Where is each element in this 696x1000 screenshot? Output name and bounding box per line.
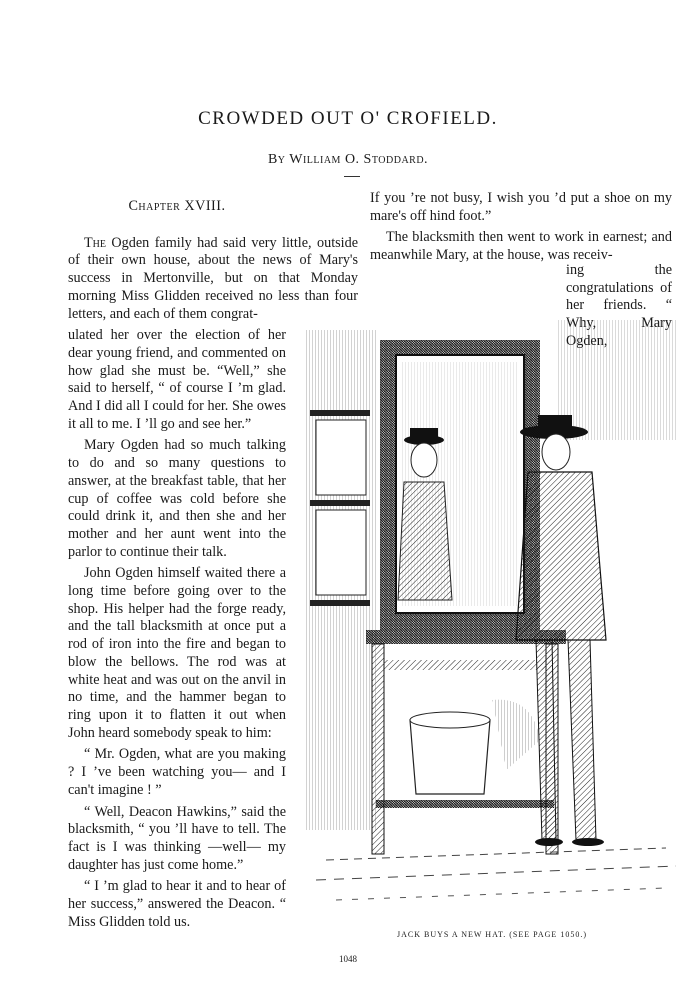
illustration-caption: JACK BUYS A NEW HAT. (SEE PAGE 1050.) xyxy=(397,930,587,939)
paragraph-2: Mary Ogden had so much talking to do and so many questions to answer, at the breakfast table, that her cup of coffee was cold before she could drink it, and then she and her mother and her aunt went into the parlor to continue their talk. xyxy=(68,437,286,560)
engraving-illustration xyxy=(306,300,678,920)
floor-lines xyxy=(316,848,676,900)
paragraph-4: “ Mr. Ogden, what are you making ? I ’ve been watching you— and I can't imagine ! ” xyxy=(68,746,286,798)
paragraph-right-1: If you ’re not busy, I wish you ’d put a shoe on my mare's off hind foot.” xyxy=(370,190,672,224)
paragraph-6: “ I ’m glad to hear it and to hear of her success,” answered the Deacon. “ Miss Glidden told us. xyxy=(68,878,286,930)
paragraph-5: “ Well, Deacon Hawkins,” said the blacksmith, “ you ’ll have to tell. The fact is I was thinking —well— my daughter has just come home.” xyxy=(68,803,286,873)
chapter-heading: Chapter XVIII. xyxy=(128,198,226,214)
paragraph-right-2: The blacksmith then went to work in earnest; and meanwhile Mary, at the house, was receiv- xyxy=(370,229,672,264)
lead-text: Ogden family had said very little, outside of their own house, about the news of Mary's success in Mertonville, but on that Monday morning Miss Glidden received no less than four letters, and each of them congrat- xyxy=(68,234,358,322)
left-column xyxy=(68,198,358,935)
lead-word: The xyxy=(84,234,106,251)
bucket xyxy=(410,700,540,794)
right-column-wrap: ing the congratulations of her friends. “ Why, Mary Ogden, xyxy=(566,262,672,349)
paragraph-1: ulated her over the election of her dear young friend, and commented on how glad she must be. “Well,” she said to herself, “ of course I ’m glad. And I did all I could for her. She owes it all to me. I ’ll go and see her.” xyxy=(68,327,286,432)
man-figure xyxy=(516,415,606,846)
author-byline: By William O. Stoddard. xyxy=(267,152,429,167)
page-number: 1048 xyxy=(339,954,357,964)
article-title: CROWDED OUT O' CROFIELD. xyxy=(198,108,498,129)
right-column xyxy=(370,190,672,269)
byline-rule xyxy=(344,176,360,177)
paragraph-3: John Ogden himself waited there a long time before going over to the shop. His helper had the forge ready, and the tall blacksmith at once put a rod of iron into the fire and began to blow the bellows. The rod was at white heat and was out on the anvil in no time, and the hammer began to ring upon it to flatten it out when John heard somebody speak to him: xyxy=(68,565,286,741)
